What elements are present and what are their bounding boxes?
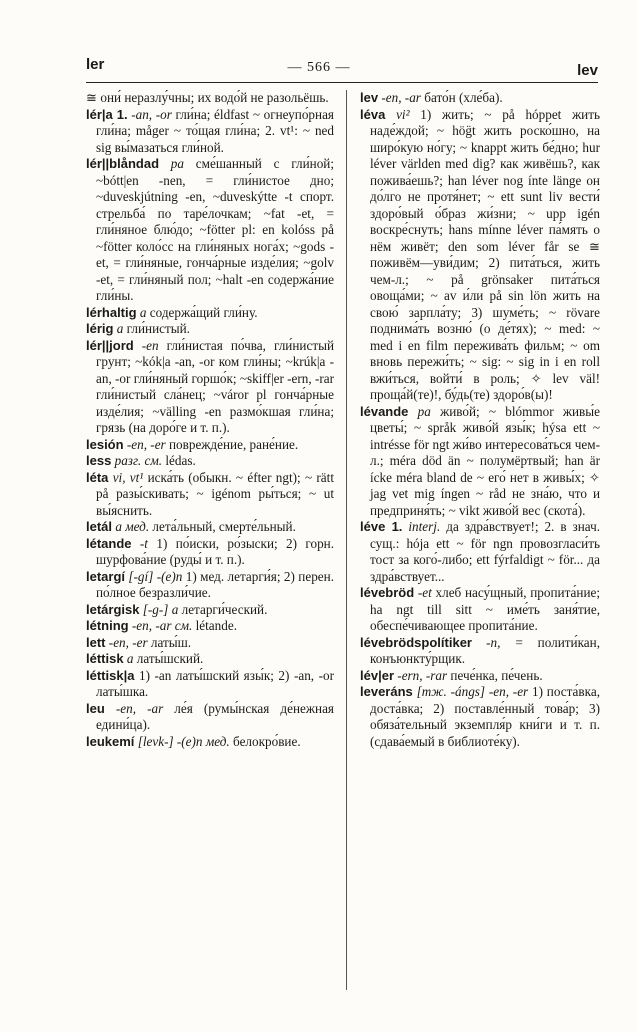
entry-headword: lér|a 1. bbox=[86, 106, 128, 122]
dictionary-entry bbox=[86, 470, 334, 520]
dictionary-entry bbox=[86, 635, 334, 652]
entry-headword: leu bbox=[86, 700, 105, 716]
dictionary-entry bbox=[360, 107, 600, 404]
entry-definition: сме́шанный с гли́ной; ~bótt|en -nen, = гли́нистое дно; ~duveskjútning -en, ~duveskýtte -t спорт. стрельба́ по таре́лочкам; ~fat -et, = гли́няное блю́до; ~fötter pl: en kolóss på ~fötter коло́сс на гли́няных нога́х; ~gods -et, = гли́няные, гонча́рные изде́лия; ~golv -et, = гли́няный пол; ~halt -en содержа́ние гли́ны. bbox=[96, 156, 334, 303]
right-column bbox=[360, 90, 600, 990]
entry-definition: гли́нистая по́чва, гли́нистый грунт; ~kók|a -an, -or ком гли́ны; ~krúk|a -an, -or гли́няный горшо́к; ~skiff|er -ern, -rar гли́нистый сла́нец; ~váror pl гонча́рные изде́лия; ~välling -en размо́кшая гли́на; грязь (на доро́ге и т. п.). bbox=[96, 337, 334, 435]
entry-grammar: pa bbox=[417, 403, 431, 419]
dictionary-entry bbox=[86, 569, 334, 602]
entry-headword: léttisk|a bbox=[86, 667, 135, 683]
entry-headword: lévebrödspolítiker bbox=[360, 634, 472, 650]
dictionary-entry bbox=[360, 684, 600, 750]
page-header bbox=[0, 0, 638, 80]
entry-grammar: a bbox=[126, 651, 134, 666]
entry-grammar: -en bbox=[141, 337, 159, 353]
dictionary-entry bbox=[86, 437, 334, 454]
entry-definition: живо́й; ~ blómmor живы́е цветы́; ~ språk живо́й язы́к; hýsa ett ~ intrésse för ngt жи́во интересова́ться чем-л.; méra död än ~ полумёртвый; han är ícke méra bland de ~ его́ нет в живы́х; ✧ jag vet mig íngen ~ råd не зна́ю, что и предприня́ть; ~ vikt живо́й вес (скота́). bbox=[370, 403, 600, 518]
dictionary-entry bbox=[360, 404, 600, 520]
entry-definition: хлеб насу́щный, пропита́ние; ha ngt till sitt ~ име́ть заня́тие, обеспе́чивающее пропита́ние. bbox=[370, 585, 600, 633]
entry-definition: да здра́вствует!; 2. в знач. сущ.: hója ett ~ för ngn провозгласи́ть тост за кого́-либо; ett fýrfaldigt ~ för... да здра́вствует... bbox=[370, 519, 600, 584]
entry-definition: ≅ они́ неразлу́чны; их водо́й не разольёшь. bbox=[86, 90, 329, 105]
dictionary-entry bbox=[86, 701, 334, 734]
left-column bbox=[86, 90, 334, 990]
entry-definition: 1) мед. летарги́я; 2) перен. по́лное безразли́чие. bbox=[96, 568, 334, 600]
entry-headword: letál bbox=[86, 519, 113, 534]
entry-headword: lér||jord bbox=[86, 337, 134, 353]
entry-headword: léta bbox=[86, 469, 109, 485]
entry-definition: ле́я (румы́нская де́нежная едини́ца). bbox=[96, 700, 334, 732]
entry-headword: lévebröd bbox=[360, 585, 415, 600]
entry-grammar: interj. bbox=[408, 519, 441, 534]
entry-definition: латы́шский. bbox=[136, 651, 204, 666]
entry-headword: léve 1. bbox=[360, 519, 403, 534]
entry-grammar: vi² bbox=[396, 106, 410, 122]
entry-definition: иска́ть (обыкн. ~ éfter ngt); ~ rätt på разы́скивать; ~ igénom ры́ться; ~ ut вы́яснить. bbox=[96, 469, 334, 518]
entry-grammar: -t bbox=[139, 535, 148, 551]
guide-word-right: lev bbox=[577, 62, 598, 79]
entry-grammar: -en, -ar bbox=[381, 90, 421, 105]
dictionary-entry bbox=[360, 519, 600, 585]
entry-headword: lev bbox=[360, 90, 379, 105]
page-number: — 566 — bbox=[287, 60, 351, 75]
entry-headword: lévande bbox=[360, 403, 409, 419]
entry-definition: 1) поста́вка, доста́вка; 2) поставле́нный това́р; 3) обяза́тельный экземпля́р кни́ги и т. п. (сдава́емый в библиоте́ку). bbox=[370, 684, 600, 749]
entry-definition: летарги́ческий. bbox=[181, 601, 268, 617]
dictionary-entry bbox=[86, 651, 334, 668]
dictionary-entry bbox=[86, 734, 334, 751]
dictionary-entry bbox=[86, 536, 334, 569]
entry-definition: поврежде́ние, ране́ние. bbox=[168, 436, 299, 452]
entry-definition: létande. bbox=[195, 618, 237, 633]
column-divider bbox=[346, 90, 347, 990]
entry-grammar: -an, -or bbox=[131, 106, 172, 122]
entry-grammar: [levk-] -(e)n мед. bbox=[137, 733, 230, 749]
entry-definition: гли́нистый. bbox=[126, 321, 190, 336]
entry-grammar: a bbox=[116, 321, 124, 336]
entry-headword: lérig bbox=[86, 321, 114, 336]
entry-headword: less bbox=[86, 453, 112, 468]
entry-definition: белокро́вие. bbox=[233, 733, 301, 749]
dictionary-entry bbox=[86, 321, 334, 338]
entry-definition: lédas. bbox=[165, 453, 196, 468]
entry-headword: leveráns bbox=[360, 684, 413, 699]
entry-grammar: -en, -ar см. bbox=[131, 618, 193, 633]
entry-headword: lév|er bbox=[360, 667, 394, 683]
dictionary-entry bbox=[360, 585, 600, 635]
guide-word-left: ler bbox=[86, 56, 105, 73]
entry-definition: 1) -an латы́шский язы́к; 2) -an, -or латы́шка. bbox=[96, 667, 334, 699]
entry-grammar: -ern, -rar bbox=[397, 667, 448, 683]
dictionary-entry bbox=[86, 156, 334, 305]
entry-grammar: vi, vt¹ bbox=[112, 469, 144, 485]
entry-definition: бато́н (хле́ба). bbox=[424, 90, 503, 105]
entry-definition: пече́нка, пе́чень. bbox=[450, 667, 543, 683]
dictionary-entry bbox=[86, 618, 334, 635]
dictionary-entry bbox=[86, 453, 334, 470]
entry-definition: 1) по́иски, ро́зыски; 2) горн. шурфова́ние (руды́ и т. п.). bbox=[96, 535, 334, 567]
entry-headword: léva bbox=[360, 106, 386, 122]
entry-definition: лета́льный, смерте́льный. bbox=[152, 519, 296, 534]
entry-grammar: -et bbox=[417, 585, 432, 600]
dictionary-entry bbox=[86, 602, 334, 619]
dictionary-entry bbox=[86, 668, 334, 701]
entry-grammar: -en, -ar bbox=[115, 700, 164, 716]
entry-headword: lérhaltig bbox=[86, 304, 137, 320]
entry-headword: léttisk bbox=[86, 651, 124, 666]
entry-grammar: -en, -er bbox=[126, 436, 166, 452]
entry-headword: lér||blåndad bbox=[86, 156, 160, 171]
entry-grammar: pa bbox=[170, 156, 184, 171]
entry-headword: letárgisk bbox=[86, 601, 140, 617]
entry-grammar: -n, = bbox=[486, 634, 524, 650]
dictionary-entry bbox=[86, 338, 334, 437]
dictionary-entry bbox=[360, 668, 600, 685]
entry-definition: содержа́щий гли́ну. bbox=[149, 304, 258, 320]
entry-headword: létning bbox=[86, 618, 129, 633]
entry-headword: létande bbox=[86, 535, 132, 551]
dictionary-entry bbox=[86, 107, 334, 157]
entry-headword: leukemí bbox=[86, 733, 135, 749]
dictionary-entry bbox=[360, 635, 600, 668]
entry-headword: lett bbox=[86, 634, 106, 650]
entry-grammar: [-gí] -(e)n bbox=[128, 568, 183, 584]
dictionary-entry bbox=[86, 90, 334, 107]
dictionary-entry bbox=[86, 519, 334, 536]
entry-grammar: [-g-] a bbox=[142, 601, 179, 617]
header-rule bbox=[86, 82, 598, 83]
dictionary-entry bbox=[86, 305, 334, 322]
entry-definition: полити́кан, конъюнкту́рщик. bbox=[370, 634, 600, 666]
entry-grammar: разг. см. bbox=[114, 453, 163, 468]
entry-grammar: -en, -er bbox=[108, 634, 148, 650]
entry-definition: латы́ш. bbox=[150, 634, 192, 650]
entry-grammar: a мед. bbox=[115, 519, 150, 534]
entry-grammar: a bbox=[139, 304, 147, 320]
dictionary-entry bbox=[360, 90, 600, 107]
entry-headword: lesión bbox=[86, 436, 124, 452]
entry-definition: гли́на; éldfast ~ огнеупо́рная гли́на; måger ~ то́щая гли́на; 2. vt¹: ~ ned sig вы́мазаться гли́ной. bbox=[96, 106, 334, 155]
entry-definition: 1) жить; ~ på hóppet жить наде́ждой; ~ hög̈t жить роско́шно, на широ́кую но́гу; ~ knappt жить бе́дно; hur léver världen med dig? как живёшь?, как пожива́ешь?; han léver nog ínte länge он до́лго не протя́нет; ~ ett sunt liv вести́ здоро́вый о́браз жи́зни; ~ upp igén воскре́снуть; hans mínne léver па́мять о нём живёт; den som léver får se ≅ поживём—уви́дим; 2) пита́ться, жить чем-л.; ~ på grönsaker пита́ться овоща́ми; ~ av и́ли på sin lön жить на свою́ зарпла́ту; 3) шуме́ть; ~ rövare поднима́ть возню́ (о де́тях); ~ med: ~ med i en film пережива́ть фильм; ~ om вновь пережи́ть; ~ sig: ~ sig in i en roll вжи́ться, войти́ в роль; ✧ lev väl! проща́й(те)!, бу́дь(те) здоро́в(ы)! bbox=[370, 106, 600, 402]
entry-headword: letargí bbox=[86, 568, 126, 584]
entry-grammar: [тж. -ángs] -en, -er bbox=[416, 684, 529, 699]
